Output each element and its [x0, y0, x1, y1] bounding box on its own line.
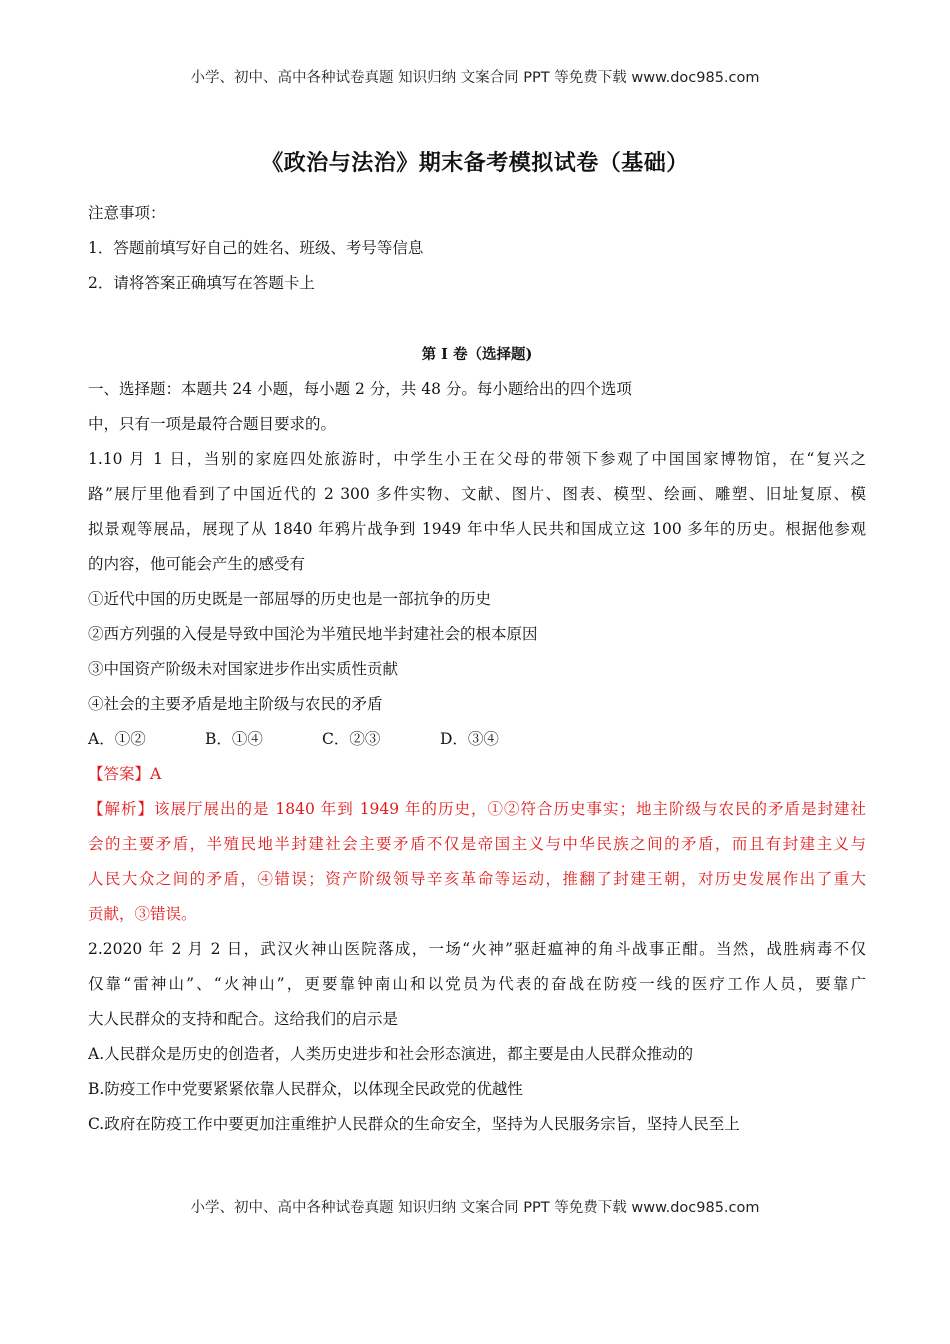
q1-stem-line: 路”展厅里他看到了中国近代的 2 300 多件实物、文献、图片、图表、模型、绘画、雕塑、旧址复原、模	[88, 485, 866, 503]
q1-statement: ①近代中国的历史既是一部屈辱的历史也是一部抗争的历史	[88, 590, 492, 608]
notes-item: 2．请将答案正确填写在答题卡上	[88, 274, 315, 292]
q1-analysis-line: 贡献，③错误。	[88, 905, 197, 923]
page-header: 小学、初中、高中各种试卷真题 知识归纳 文案合同 PPT 等免费下载 www.doc985.com	[190, 70, 760, 86]
q1-option-a: A．①②	[88, 730, 146, 748]
section-title: 第 I 卷（选择题)	[421, 346, 533, 363]
q2-stem-line: 仅靠“雷神山”、“火神山”，更要靠钟南山和以党员为代表的奋战在防疫一线的医疗工作人员，要靠广	[88, 975, 866, 993]
q1-stem-line: 的内容，他可能会产生的感受有	[88, 555, 306, 573]
notes-block	[88, 196, 866, 301]
q1-options	[88, 722, 866, 757]
q1-answer: 【答案】A	[88, 765, 162, 783]
q1-option-c: C．②③	[322, 730, 381, 748]
q2-option-c: C.政府在防疫工作中要更加注重维护人民群众的生命安全，坚持为人民服务宗旨，坚持人民至上	[88, 1115, 740, 1133]
notes-item: 1．答题前填写好自己的姓名、班级、考号等信息	[88, 239, 424, 257]
q1-statement: ③中国资产阶级未对国家进步作出实质性贡献	[88, 660, 399, 678]
page-footer: 小学、初中、高中各种试卷真题 知识归纳 文案合同 PPT 等免费下载 www.doc985.com	[190, 1200, 760, 1216]
notes-heading: 注意事项：	[88, 204, 166, 222]
q2-option-a: A.人民群众是历史的创造者，人类历史进步和社会形态演进，都主要是由人民群众推动的	[88, 1045, 694, 1063]
q2-option-b: B.防疫工作中党要紧紧依靠人民群众，以体现全民政党的优越性	[88, 1080, 523, 1098]
q1-statement: ②西方列强的入侵是导致中国沦为半殖民地半封建社会的根本原因	[88, 625, 538, 643]
q1-statement: ④社会的主要矛盾是地主阶级与农民的矛盾	[88, 695, 383, 713]
q1-analysis-line: 【解析】该展厅展出的是 1840 年到 1949 年的历史，①②符合历史事实；地主阶级与农民的矛盾是封建社	[88, 800, 866, 818]
q1-stem-line: 1.10 月 1 日，当别的家庭四处旅游时，中学生小王在父母的带领下参观了中国国家博物馆，在“复兴之	[88, 450, 866, 468]
question-body	[88, 337, 866, 1142]
document-title: 《政治与法治》期末备考模拟试卷（基础）	[261, 150, 689, 176]
q1-option-d: D．③④	[440, 730, 499, 748]
q2-stem-line: 大人民群众的支持和配合。这给我们的启示是	[88, 1010, 399, 1028]
instruction-line: 中，只有一项是最符合题目要求的。	[88, 415, 337, 433]
q2-stem-line: 2.2020 年 2 月 2 日，武汉火神山医院落成，一场“火神”驱赶瘟神的角斗战事正酣。当然，战胜病毒不仅	[88, 940, 866, 958]
q1-analysis-line: 会的主要矛盾，半殖民地半封建社会主要矛盾不仅是帝国主义与中华民族之间的矛盾，而且有封建主义与	[88, 835, 866, 853]
q1-option-b: B．①④	[205, 730, 263, 748]
instruction-line: 一、选择题：本题共 24 小题，每小题 2 分，共 48 分。每小题给出的四个选项	[88, 380, 632, 398]
q1-analysis-line: 人民大众之间的矛盾，④错误；资产阶级领导辛亥革命等运动，推翻了封建王朝，对历史发展作出了重大	[88, 870, 866, 888]
q1-stem-line: 拟景观等展品，展现了从 1840 年鸦片战争到 1949 年中华人民共和国成立这 100 多年的历史。根据他参观	[88, 520, 866, 538]
